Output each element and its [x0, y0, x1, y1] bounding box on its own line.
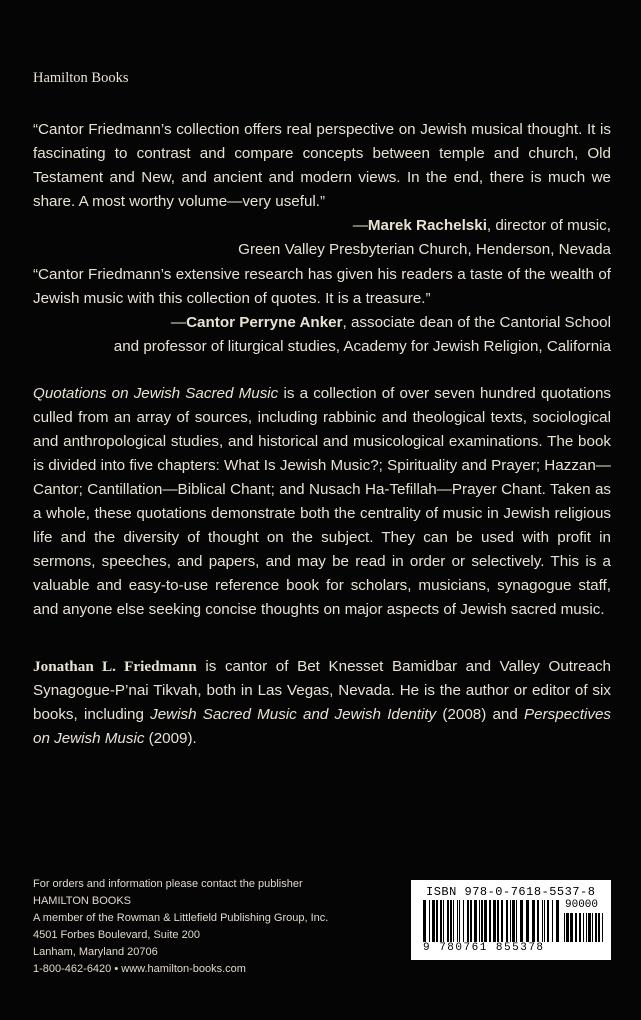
publisher-name: Hamilton Books — [33, 70, 129, 86]
contact-line: 1-800-462-6420 • www.hamilton-books.com — [33, 963, 246, 975]
barcode-bar — [595, 913, 597, 942]
barcode-bar — [447, 900, 449, 942]
barcode-bar — [510, 900, 511, 942]
endorsement-1 — [33, 118, 611, 262]
isbn-number: ISBN 978-0-7618-5537-8 — [426, 885, 596, 899]
barcode-bar — [481, 900, 483, 942]
barcode-bar — [602, 913, 603, 942]
barcode-bar — [501, 900, 503, 942]
description-body: is a collection of over seven hundred quotations culled from an array of sources, including rabbinic and theological texts, sociological and anthropological studies, and historical and musicological examinations. The book is divided into five chapters: What Is Jewish Music?; Spirituality and Prayer; Hazzan—Cantor; Cantillation—Biblical Chant; and Nusach Ha-Tefillah—Prayer Chant. Taken as a whole, these quotations demonstrate both the centrality of music in Jewish religious life and the diversity of thought on the subject. They can be used with profit in sermons, speeches, and papers, and may be read in order or selectively. This is a valuable and easy-to-use reference book for scholars, musicians, synagogue staff, and anyone else seeking concise thoughts on major aspects of Jewish sacred music. — [33, 385, 611, 618]
publisher-contact — [33, 876, 328, 978]
barcode-bar — [575, 913, 577, 942]
barcode-bar — [450, 900, 452, 942]
attribution-dash: — — [170, 314, 187, 331]
endorsement-1-attribution — [33, 214, 611, 238]
barcode-bar — [537, 900, 539, 942]
barcode-bar — [463, 900, 464, 942]
barcode-bar — [489, 900, 491, 942]
contact-line: A member of the Rowman & Littlefield Publishing Group, Inc. — [33, 912, 329, 924]
ean-number: 9 780761 855378 — [423, 942, 545, 954]
endorsement-2-affiliation: and professor of liturgical studies, Academy for Jewish Religion, California — [113, 338, 611, 355]
barcode-bar — [432, 900, 435, 942]
barcode-bar — [586, 913, 587, 942]
author-bio — [33, 655, 611, 751]
barcode-bar — [570, 913, 573, 942]
barcode-bar — [526, 900, 529, 942]
barcode-bar — [579, 913, 581, 942]
barcode-bar — [532, 900, 535, 942]
contact-line: HAMILTON BOOKS — [33, 895, 132, 907]
bio-text-1: is cantor of Bet Knesset Bamidbar and Valley Outreach Synagogue-P’nai Tikvah, both in Las Vegas, Nevada. He is the author or editor of six books, including — [33, 658, 612, 723]
endorser-name: Marek Rachelski — [367, 217, 487, 234]
barcode-bar — [436, 900, 438, 942]
barcode-bar — [453, 900, 454, 942]
barcode-bar — [443, 900, 444, 942]
barcode-bar — [457, 900, 458, 942]
isbn-barcode — [411, 880, 611, 960]
barcode-bar — [506, 900, 508, 942]
barcode-bar — [544, 900, 545, 942]
endorsement-1-quote: “Cantor Friedmann’s collection offers real perspective on Jewish musical thought. It is fascinating to contrast and compare concepts between temple and church, Old Testament and New, and ancient and modern views. In the end, there is much we share. A most worthy volume—very useful.” — [33, 121, 611, 210]
attribution-dash: — — [352, 217, 368, 234]
endorsement-1-affiliation: Green Valley Presbyterian Church, Henderson, Nevada — [238, 241, 611, 258]
contact-line: For orders and information please contact the publisher — [33, 878, 303, 890]
price-code: 90000 — [565, 899, 599, 911]
barcode-bar — [497, 900, 499, 942]
barcode-bar — [592, 913, 593, 942]
endorsement-2 — [33, 263, 611, 359]
endorser-name: Cantor Perryne Anker — [186, 314, 343, 331]
barcode-bar — [467, 900, 469, 942]
barcode-bar — [440, 900, 442, 942]
barcode-bar — [583, 913, 584, 942]
barcode-bar — [516, 900, 517, 942]
endorser-role: , director of music, — [486, 217, 611, 234]
book-description — [33, 382, 611, 622]
endorsement-2-attribution — [33, 311, 611, 335]
barcode-bar — [429, 900, 430, 942]
barcode-bar — [520, 900, 523, 942]
bio-book-1: Jewish Sacred Music and Jewish Identity — [150, 706, 437, 723]
barcode-bar — [556, 900, 559, 942]
barcode-bar — [542, 900, 543, 942]
barcode-bar — [470, 900, 472, 942]
endorser-role: , associate dean of the Cantorial School — [342, 314, 611, 331]
author-name: Jonathan L. Friedmann — [33, 658, 197, 675]
bio-book-2: Perspectives on Jewish Music — [33, 706, 611, 747]
barcode-bar — [423, 900, 426, 942]
barcode-bar — [588, 913, 591, 942]
barcode-bar — [474, 900, 477, 942]
book-title: Quotations on Jewish Sacred Music — [33, 385, 279, 402]
barcode-bar — [566, 913, 569, 942]
endorsement-2-quote: “Cantor Friedmann’s extensive research has given his readers a taste of the wealth of Jewish music with this collection of quotes. It is a treasure.” — [33, 266, 611, 307]
bio-text-3: (2009). — [144, 730, 197, 747]
barcode-bar — [512, 900, 515, 942]
barcode-bar — [479, 900, 480, 942]
barcode-bar — [552, 900, 553, 942]
barcode-bar — [484, 900, 487, 942]
barcode-addon-bars — [564, 913, 604, 942]
barcode-bar — [493, 900, 496, 942]
barcode-bar — [598, 913, 600, 942]
contact-line: Lanham, Maryland 20706 — [33, 946, 158, 958]
barcode-bars — [423, 900, 561, 942]
contact-line: 4501 Forbes Boulevard, Suite 200 — [33, 929, 200, 941]
bio-text-2: (2008) and — [436, 706, 525, 723]
barcode-bar — [547, 900, 549, 942]
barcode-bar — [459, 900, 460, 942]
barcode-bar — [564, 913, 565, 942]
